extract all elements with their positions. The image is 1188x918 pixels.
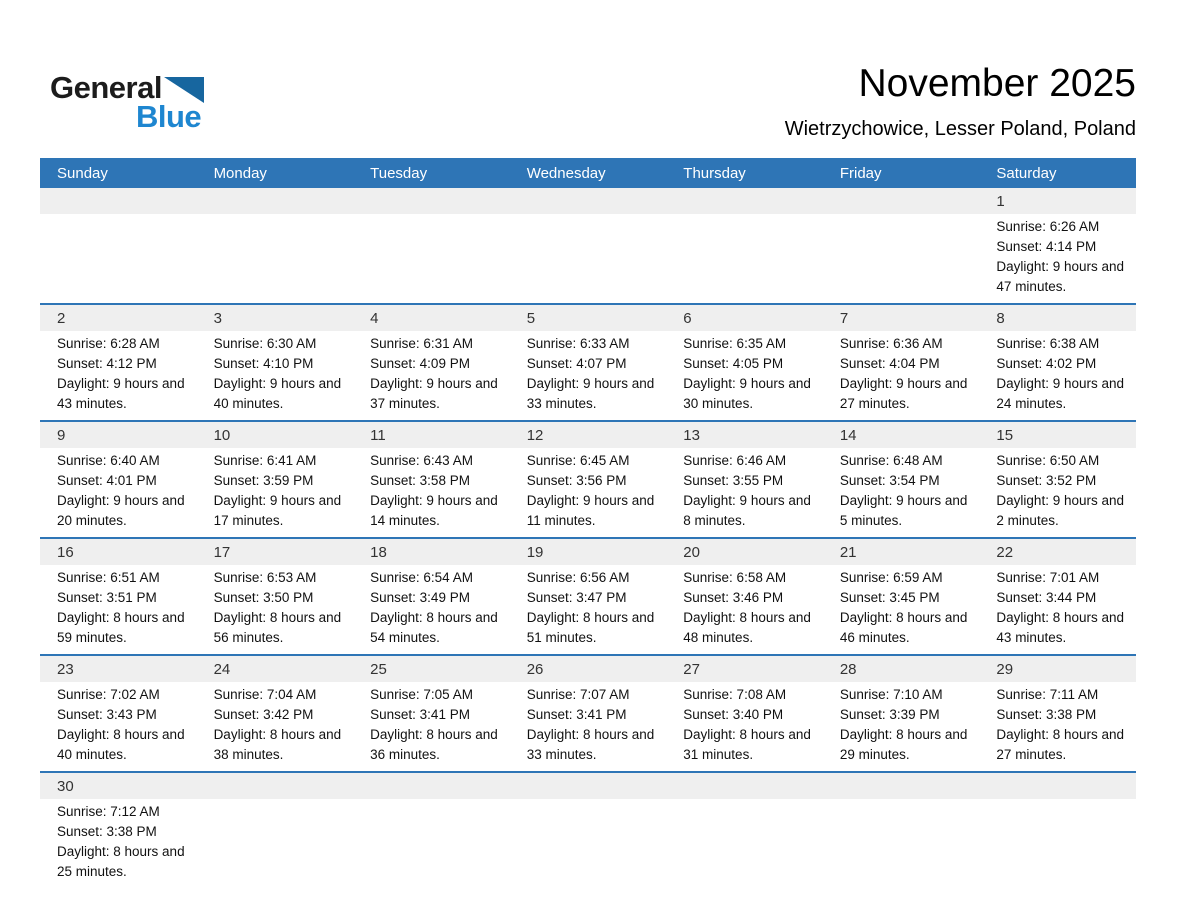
day-sunset: Sunset: 4:07 PM (526, 356, 627, 371)
day-cell-empty (979, 773, 1136, 888)
day-cell-24 (197, 656, 354, 771)
day-sunset: Sunset: 3:41 PM (526, 707, 627, 722)
day-daylight: Daylight: 8 hours and 27 minutes. (996, 727, 1124, 762)
day-details (666, 448, 823, 537)
day-cell-empty (197, 773, 354, 888)
day-sunset: Sunset: 3:59 PM (213, 473, 314, 488)
day-cell-27 (666, 656, 823, 771)
weekday-cell-friday: Friday (839, 164, 882, 182)
day-cell-7 (823, 305, 980, 420)
day-details (40, 799, 197, 888)
day-cell-3 (197, 305, 354, 420)
day-details (979, 214, 1136, 303)
week-row-1 (40, 188, 1136, 303)
day-sunset: Sunset: 4:12 PM (57, 356, 157, 371)
day-sunrise: Sunrise: 6:50 AM (996, 453, 1100, 468)
day-cell-empty (666, 188, 823, 303)
day-details (197, 331, 354, 420)
weekday-cell-thursday: Thursday (683, 164, 746, 182)
day-daylight: Daylight: 9 hours and 27 minutes. (839, 376, 968, 411)
day-daylight: Daylight: 9 hours and 8 minutes. (683, 493, 811, 528)
weekday-cell-sunday: Sunday (57, 164, 108, 182)
day-cell-23 (40, 656, 197, 771)
day-sunrise: Sunrise: 6:59 AM (839, 570, 943, 585)
day-cell-14 (823, 422, 980, 537)
day-number-empty (510, 773, 667, 799)
day-number: 26 (510, 656, 667, 682)
day-sunrise: Sunrise: 6:54 AM (370, 570, 473, 585)
day-sunset: Sunset: 4:14 PM (996, 239, 1097, 254)
day-daylight: Daylight: 8 hours and 25 minutes. (57, 844, 185, 879)
day-sunrise: Sunrise: 7:08 AM (683, 687, 787, 702)
day-cell-empty (353, 188, 510, 303)
day-number: 3 (197, 305, 354, 331)
day-cell-empty (666, 773, 823, 888)
day-daylight: Daylight: 8 hours and 48 minutes. (683, 610, 811, 645)
day-daylight: Daylight: 9 hours and 2 minutes. (996, 493, 1124, 528)
day-details (666, 331, 823, 420)
day-daylight: Daylight: 8 hours and 40 minutes. (57, 727, 185, 762)
day-sunset: Sunset: 3:49 PM (370, 590, 470, 605)
day-sunset: Sunset: 3:47 PM (526, 590, 627, 605)
day-cell-21 (823, 539, 980, 654)
day-cell-6 (666, 305, 823, 420)
day-sunrise: Sunrise: 7:10 AM (839, 687, 943, 702)
day-cell-empty (510, 773, 667, 888)
day-sunrise: Sunrise: 6:38 AM (996, 336, 1100, 351)
day-number: 16 (40, 539, 197, 565)
day-details (823, 448, 980, 537)
week-row-5 (40, 654, 1136, 771)
day-details (40, 448, 197, 537)
day-cell-15 (979, 422, 1136, 537)
day-cell-empty (823, 188, 980, 303)
day-sunrise: Sunrise: 6:48 AM (839, 453, 943, 468)
day-sunset: Sunset: 3:41 PM (370, 707, 470, 722)
day-details (823, 331, 980, 420)
day-sunset: Sunset: 3:42 PM (213, 707, 314, 722)
day-details (197, 682, 354, 771)
day-sunrise: Sunrise: 7:02 AM (57, 687, 160, 702)
day-details (197, 565, 354, 654)
day-sunset: Sunset: 3:56 PM (526, 473, 627, 488)
day-sunset: Sunset: 3:52 PM (996, 473, 1097, 488)
day-sunrise: Sunrise: 6:58 AM (683, 570, 787, 585)
week-row-4 (40, 537, 1136, 654)
day-daylight: Daylight: 9 hours and 47 minutes. (996, 259, 1124, 294)
day-number: 19 (510, 539, 667, 565)
day-number: 30 (40, 773, 197, 799)
day-number: 18 (353, 539, 510, 565)
day-details (979, 565, 1136, 654)
day-cell-empty (510, 188, 667, 303)
day-number: 28 (823, 656, 980, 682)
day-daylight: Daylight: 9 hours and 24 minutes. (996, 376, 1124, 411)
day-number: 14 (823, 422, 980, 448)
day-cell-30 (40, 773, 197, 888)
day-sunrise: Sunrise: 6:45 AM (526, 453, 630, 468)
day-cell-20 (666, 539, 823, 654)
day-sunset: Sunset: 3:44 PM (996, 590, 1097, 605)
day-number-empty (666, 188, 823, 214)
day-sunrise: Sunrise: 6:43 AM (370, 453, 473, 468)
day-daylight: Daylight: 9 hours and 5 minutes. (839, 493, 968, 528)
day-number: 5 (510, 305, 667, 331)
day-number-empty (979, 773, 1136, 799)
day-details (197, 448, 354, 537)
day-number: 1 (979, 188, 1136, 214)
day-sunrise: Sunrise: 6:30 AM (213, 336, 317, 351)
day-details (666, 565, 823, 654)
day-details (823, 682, 980, 771)
day-number-empty (510, 188, 667, 214)
day-cell-28 (823, 656, 980, 771)
general-blue-logo (50, 72, 270, 134)
day-details (40, 565, 197, 654)
day-sunrise: Sunrise: 6:26 AM (996, 219, 1100, 234)
day-number: 8 (979, 305, 1136, 331)
day-cell-9 (40, 422, 197, 537)
day-daylight: Daylight: 9 hours and 20 minutes. (57, 493, 185, 528)
day-details (979, 448, 1136, 537)
day-number: 9 (40, 422, 197, 448)
day-sunset: Sunset: 3:39 PM (839, 707, 940, 722)
day-cell-2 (40, 305, 197, 420)
day-daylight: Daylight: 9 hours and 11 minutes. (526, 493, 655, 528)
day-sunrise: Sunrise: 7:04 AM (213, 687, 317, 702)
day-number: 21 (823, 539, 980, 565)
day-details (666, 682, 823, 771)
day-daylight: Daylight: 9 hours and 33 minutes. (526, 376, 655, 411)
day-cell-13 (666, 422, 823, 537)
day-details (510, 331, 667, 420)
day-details (40, 331, 197, 420)
day-sunrise: Sunrise: 6:53 AM (213, 570, 317, 585)
day-details (353, 331, 510, 420)
day-number: 7 (823, 305, 980, 331)
day-sunset: Sunset: 3:55 PM (683, 473, 784, 488)
day-sunrise: Sunrise: 6:31 AM (370, 336, 473, 351)
day-sunrise: Sunrise: 7:12 AM (57, 804, 160, 819)
day-daylight: Daylight: 8 hours and 29 minutes. (839, 727, 968, 762)
day-sunrise: Sunrise: 6:40 AM (57, 453, 160, 468)
day-cell-26 (510, 656, 667, 771)
day-sunset: Sunset: 3:43 PM (57, 707, 157, 722)
day-daylight: Daylight: 9 hours and 17 minutes. (213, 493, 342, 528)
day-cell-4 (353, 305, 510, 420)
page-title-month: November 2025 (858, 62, 1136, 105)
day-number-empty (823, 773, 980, 799)
day-number: 10 (197, 422, 354, 448)
day-details (823, 565, 980, 654)
day-number: 2 (40, 305, 197, 331)
day-number: 17 (197, 539, 354, 565)
day-sunrise: Sunrise: 6:56 AM (526, 570, 630, 585)
day-daylight: Daylight: 8 hours and 59 minutes. (57, 610, 185, 645)
day-daylight: Daylight: 9 hours and 14 minutes. (370, 493, 498, 528)
day-sunrise: Sunrise: 6:51 AM (57, 570, 160, 585)
day-number-empty (823, 188, 980, 214)
day-number-empty (353, 188, 510, 214)
day-cell-empty (197, 188, 354, 303)
day-daylight: Daylight: 8 hours and 33 minutes. (526, 727, 655, 762)
day-cell-29 (979, 656, 1136, 771)
day-daylight: Daylight: 8 hours and 51 minutes. (526, 610, 655, 645)
day-cell-1 (979, 188, 1136, 303)
day-sunset: Sunset: 3:38 PM (996, 707, 1097, 722)
day-cell-22 (979, 539, 1136, 654)
day-daylight: Daylight: 9 hours and 43 minutes. (57, 376, 185, 411)
day-daylight: Daylight: 8 hours and 54 minutes. (370, 610, 498, 645)
week-row-2 (40, 303, 1136, 420)
day-daylight: Daylight: 9 hours and 40 minutes. (213, 376, 342, 411)
calendar-table (40, 158, 1136, 888)
day-daylight: Daylight: 8 hours and 56 minutes. (213, 610, 342, 645)
day-daylight: Daylight: 9 hours and 30 minutes. (683, 376, 811, 411)
day-number: 22 (979, 539, 1136, 565)
day-daylight: Daylight: 8 hours and 36 minutes. (370, 727, 498, 762)
day-number: 20 (666, 539, 823, 565)
day-number: 29 (979, 656, 1136, 682)
day-sunrise: Sunrise: 6:33 AM (526, 336, 630, 351)
day-sunset: Sunset: 4:09 PM (370, 356, 470, 371)
day-number-empty (353, 773, 510, 799)
logo-word-blue: Blue (136, 99, 202, 134)
day-number: 23 (40, 656, 197, 682)
logo-word-general: General (50, 70, 162, 105)
week-row-6 (40, 771, 1136, 888)
weekday-cell-wednesday: Wednesday (526, 164, 606, 182)
day-details (979, 331, 1136, 420)
day-number: 27 (666, 656, 823, 682)
day-details (353, 565, 510, 654)
day-daylight: Daylight: 9 hours and 37 minutes. (370, 376, 498, 411)
day-number-empty (40, 188, 197, 214)
day-cell-10 (197, 422, 354, 537)
day-sunset: Sunset: 3:51 PM (57, 590, 157, 605)
day-details (353, 448, 510, 537)
day-number: 25 (353, 656, 510, 682)
day-cell-19 (510, 539, 667, 654)
day-sunset: Sunset: 3:46 PM (683, 590, 784, 605)
day-number-empty (666, 773, 823, 799)
day-sunset: Sunset: 3:38 PM (57, 824, 157, 839)
day-cell-empty (823, 773, 980, 888)
day-daylight: Daylight: 8 hours and 38 minutes. (213, 727, 342, 762)
day-sunrise: Sunrise: 7:07 AM (526, 687, 630, 702)
calendar-weeks (40, 188, 1136, 888)
weekday-cell-tuesday: Tuesday (370, 164, 428, 182)
day-cell-18 (353, 539, 510, 654)
day-number: 24 (197, 656, 354, 682)
day-cell-11 (353, 422, 510, 537)
day-sunrise: Sunrise: 6:35 AM (683, 336, 787, 351)
day-number-empty (197, 188, 354, 214)
day-details (510, 682, 667, 771)
day-sunrise: Sunrise: 7:01 AM (996, 570, 1100, 585)
day-sunrise: Sunrise: 6:36 AM (839, 336, 943, 351)
day-details (510, 565, 667, 654)
day-details (353, 682, 510, 771)
weekday-cell-monday: Monday (213, 164, 267, 182)
day-number: 12 (510, 422, 667, 448)
day-sunrise: Sunrise: 7:11 AM (996, 687, 1099, 702)
day-sunset: Sunset: 3:50 PM (213, 590, 314, 605)
day-daylight: Daylight: 8 hours and 46 minutes. (839, 610, 968, 645)
day-cell-5 (510, 305, 667, 420)
day-sunset: Sunset: 4:01 PM (57, 473, 157, 488)
day-sunset: Sunset: 3:58 PM (370, 473, 470, 488)
day-cell-empty (353, 773, 510, 888)
day-sunrise: Sunrise: 6:41 AM (213, 453, 317, 468)
day-sunset: Sunset: 4:10 PM (213, 356, 314, 371)
day-number: 6 (666, 305, 823, 331)
day-number: 4 (353, 305, 510, 331)
day-sunset: Sunset: 4:02 PM (996, 356, 1097, 371)
day-cell-8 (979, 305, 1136, 420)
day-sunset: Sunset: 3:45 PM (839, 590, 940, 605)
weekday-cell-saturday: Saturday (996, 164, 1057, 182)
day-number: 15 (979, 422, 1136, 448)
day-details (510, 448, 667, 537)
day-daylight: Daylight: 8 hours and 43 minutes. (996, 610, 1124, 645)
day-number: 13 (666, 422, 823, 448)
page-subtitle-location: Wietrzychowice, Lesser Poland, Poland (784, 117, 1136, 140)
week-row-3 (40, 420, 1136, 537)
day-sunset: Sunset: 4:05 PM (683, 356, 784, 371)
day-details (979, 682, 1136, 771)
day-cell-16 (40, 539, 197, 654)
weekday-header-row (40, 158, 1136, 188)
day-sunset: Sunset: 3:40 PM (683, 707, 784, 722)
day-cell-12 (510, 422, 667, 537)
day-sunrise: Sunrise: 6:28 AM (57, 336, 160, 351)
day-details (40, 682, 197, 771)
day-number: 11 (353, 422, 510, 448)
day-sunset: Sunset: 4:04 PM (839, 356, 940, 371)
day-number-empty (197, 773, 354, 799)
day-sunrise: Sunrise: 6:46 AM (683, 453, 787, 468)
day-sunrise: Sunrise: 7:05 AM (370, 687, 473, 702)
day-cell-25 (353, 656, 510, 771)
day-cell-empty (40, 188, 197, 303)
day-cell-17 (197, 539, 354, 654)
day-daylight: Daylight: 8 hours and 31 minutes. (683, 727, 811, 762)
day-sunset: Sunset: 3:54 PM (839, 473, 940, 488)
